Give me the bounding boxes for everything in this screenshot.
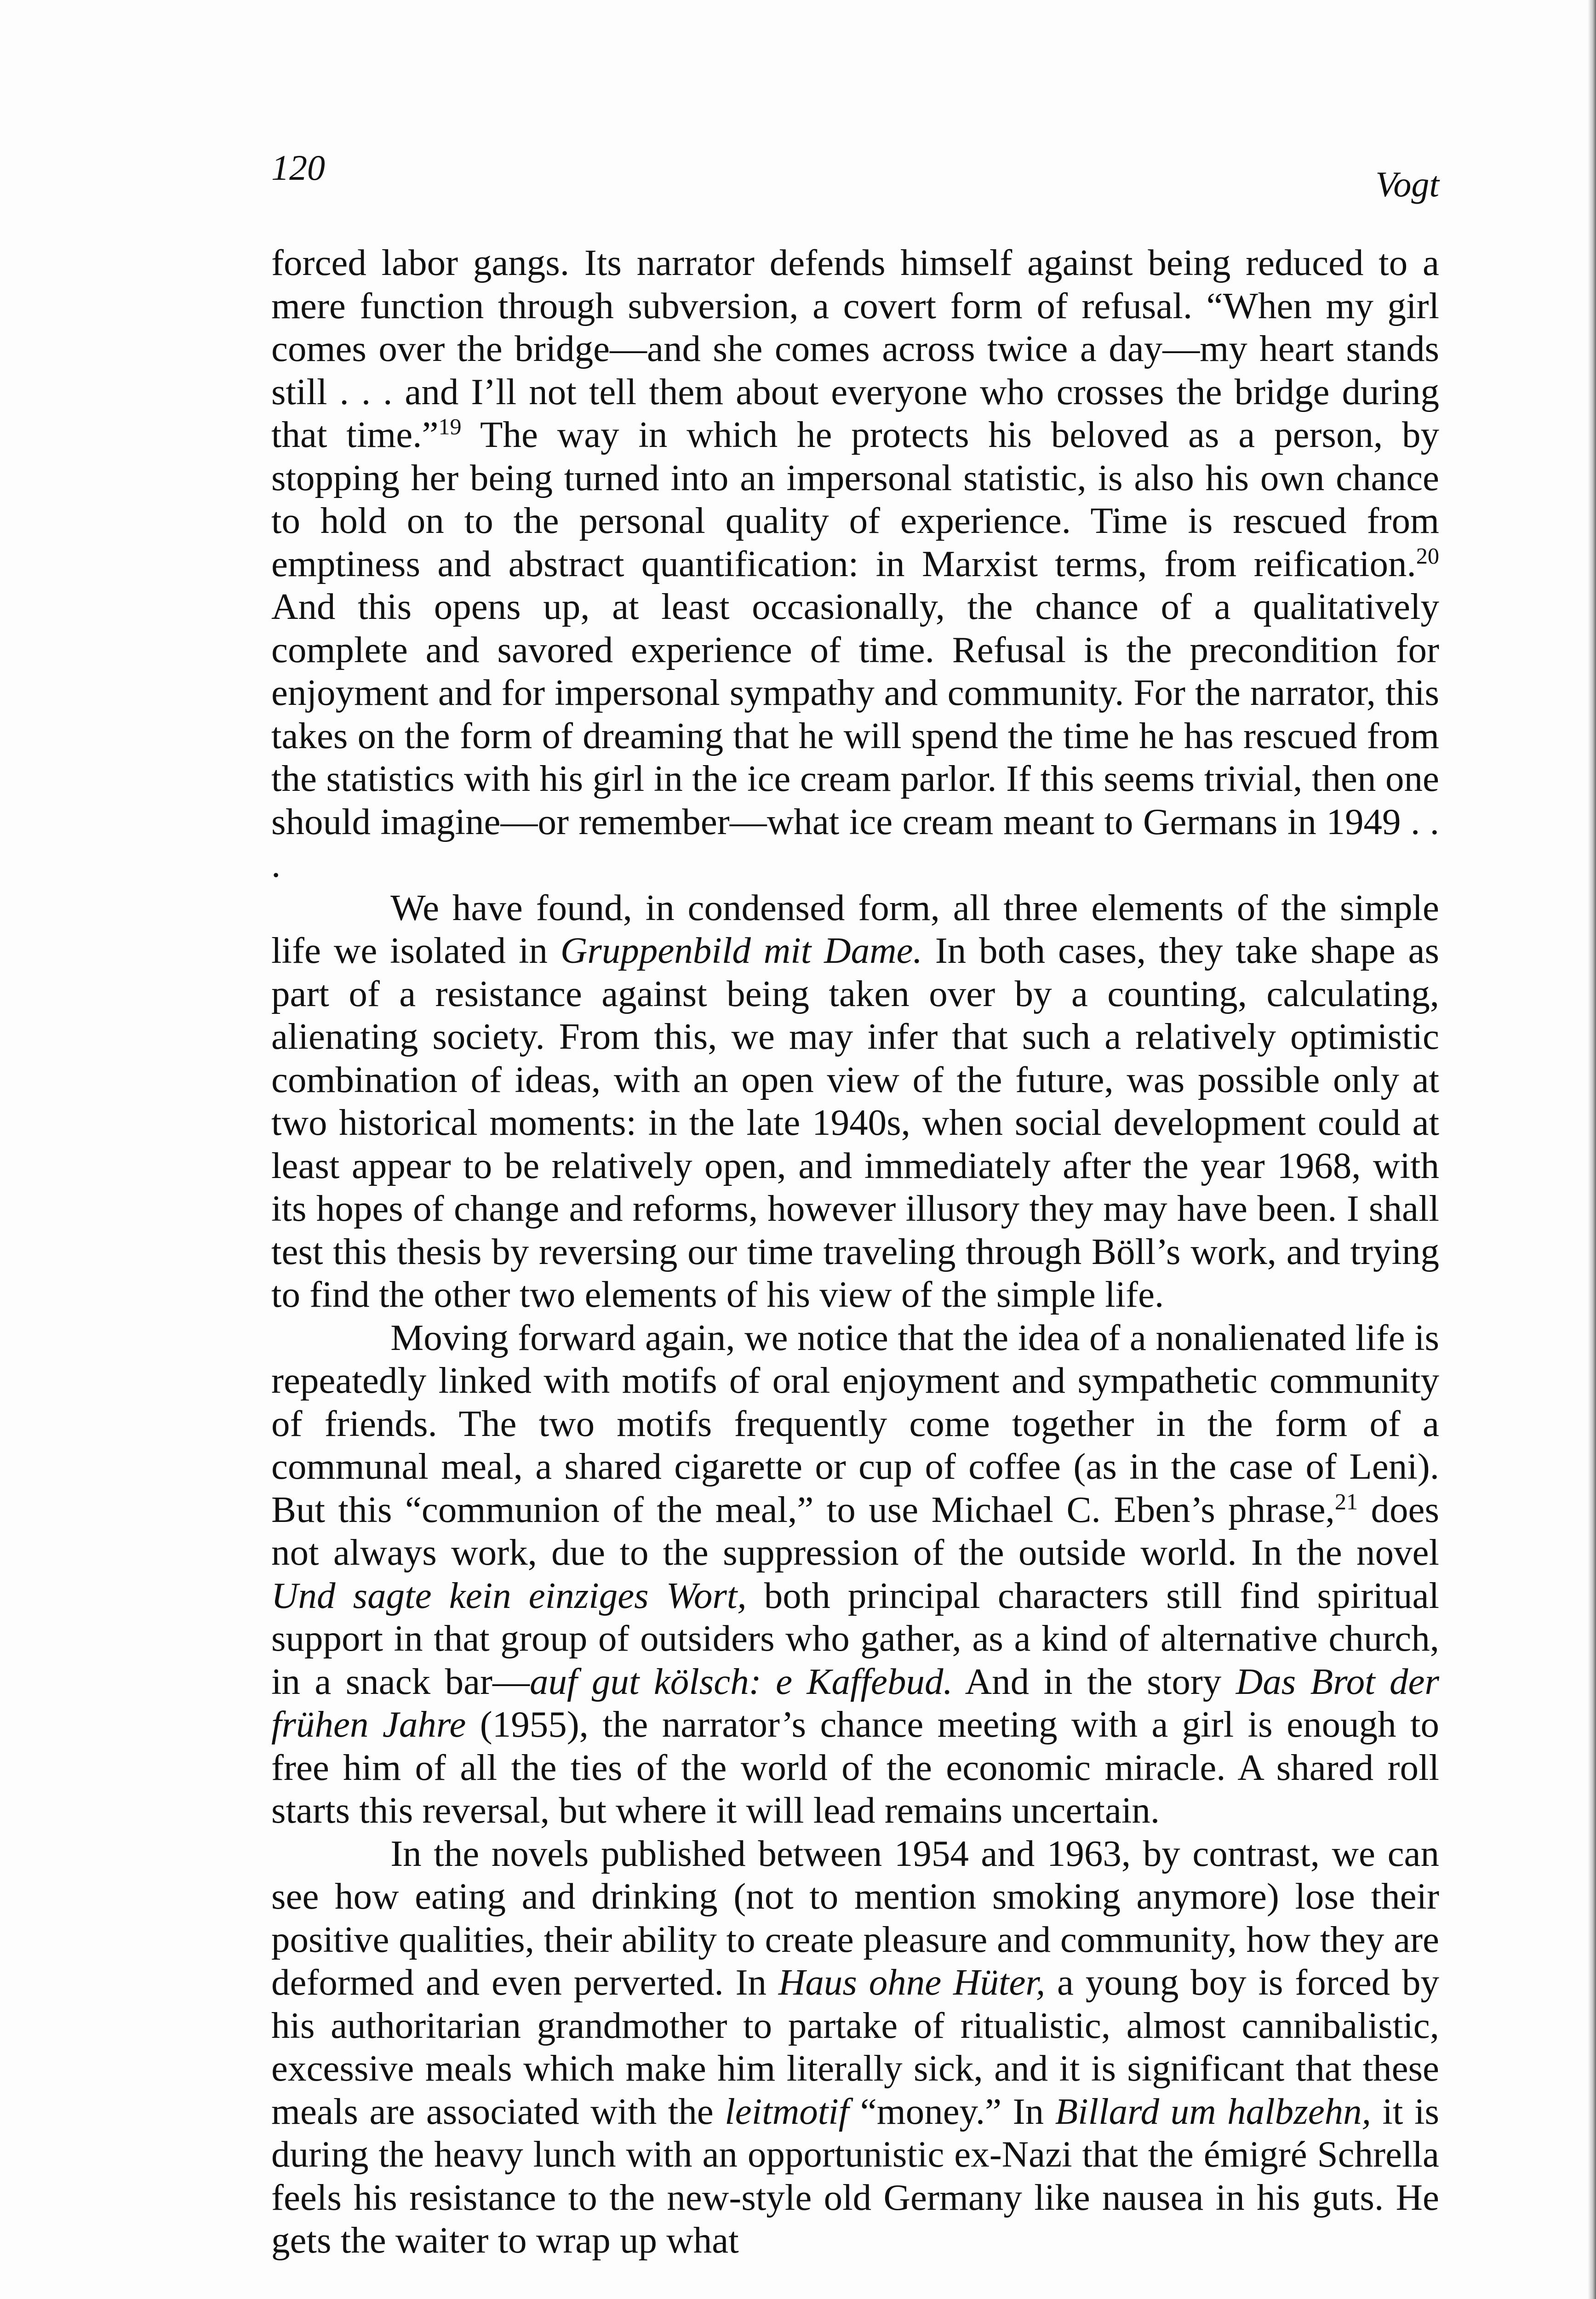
text-run: (1955), the narrator’s chance meeting with a girl is enough to free him of all the ties of the world of the economic miracle. A shared roll starts this reversal, but where it will lead remains uncertain.	[271, 1704, 1439, 1831]
italic-title: Das Brot der frühen Jahre	[271, 1660, 1439, 1745]
italic-title: auf gut kölsch: e Kaffebud.	[530, 1660, 953, 1702]
text-run: both principal characters still find spiritual support in that group of outsiders who gather, as a kind of alternative church, in a snack bar—	[271, 1574, 1440, 1702]
text-run: We have found, in condensed form, all three elements of the simple life we isolated in	[271, 886, 1439, 971]
paragraph	[271, 241, 1439, 886]
running-head: Vogt	[1375, 164, 1439, 204]
italic-title: leitmotif	[725, 2090, 849, 2132]
text-run: Moving forward again, we notice that the idea of a nonalienated life is repeatedly linked with motifs of oral enjoyment and sympathetic community of friends. The two motifs frequently come together in the form of a communal meal, a shared cigarette or cup of coffee (as in the case of Leni). But this “communion of the meal,” to use Michael C. Eben’s phrase,	[271, 1316, 1439, 1530]
italic-title: Billard um halbzehn,	[1055, 2090, 1371, 2132]
text-run: The way in which he protects his beloved as a person, by stopping her being turned into an impersonal statistic, is also his own chance to hold on to the personal quality of experience. Time is rescued from emptiness and abstract quantification: in Marxist terms, from reification.	[271, 414, 1439, 584]
footnote-reference: 21	[1334, 1488, 1358, 1514]
text-run: forced labor gangs. Its narrator defends himself against being reduced to a mere function through subversion, a covert form of refusal. “When my girl comes over the bridge—and she comes across twice a day—my heart stands still . . . and I’ll not tell them about everyone who crosses the bridge during that time.”	[271, 242, 1439, 455]
footnote-reference: 20	[1416, 542, 1439, 568]
text-run: does not always work, due to the suppression of the outside world. In the novel	[271, 1488, 1439, 1573]
scan-page-edge	[1588, 0, 1596, 2299]
text-run: a young boy is forced by his authoritarian grandmother to partake of ritualistic, almost cannibalistic, excessive meals which make him literally sick, and it is significant that these meals are associated with the	[271, 1962, 1439, 2132]
paragraph	[271, 1316, 1439, 1832]
page-number: 120	[271, 148, 325, 188]
body-text	[271, 241, 1439, 2262]
text-run: And in the story	[952, 1660, 1236, 1702]
paragraph	[271, 1832, 1439, 2262]
italic-title: Haus ohne Hüter,	[778, 1962, 1046, 2003]
paragraph	[271, 886, 1439, 1316]
text-run: In the novels published between 1954 and 1963, by contrast, we can see how eating and drinking (not to mention smoking anymore) lose their positive qualities, their ability to create pleasure and community, how they are deformed and even perverted. In	[271, 1832, 1439, 2003]
text-run: “money.” In	[849, 2090, 1055, 2132]
footnote-reference: 19	[438, 413, 462, 440]
page-header	[271, 147, 1439, 212]
italic-title: Und sagte kein einziges Wort,	[271, 1574, 747, 1616]
text-run: And this opens up, at least occasionally, the chance of a qualitatively complete and savored experience of time. Refusal is the precondition for enjoyment and for impersonal sympathy and community. For the narrator, this takes on the form of dreaming that he will spend the time he has rescued from the statistics with his girl in the ice cream parlor. If this seems trivial, then one should imagine—or remember—what ice cream meant to Germans in 1949 . . .	[271, 586, 1439, 885]
italic-title: Gruppenbild mit Dame.	[560, 930, 922, 971]
text-run: it is during the heavy lunch with an opportunistic ex-Nazi that the émigré Schrella feels his resistance to the new-style old Germany like nausea in his guts. He gets the waiter to wrap up what	[271, 2090, 1439, 2261]
text-run: In both cases, they take shape as part of a resistance against being taken over by a counting, calculating, alienating society. From this, we may infer that such a relatively optimistic combination of ideas, with an open view of the future, was possible only at two historical moments: in the late 1940s, when social development could at least appear to be relatively open, and immediately after the year 1968, with its hopes of change and reforms, however illusory they may have been. I shall test this thesis by reversing our time traveling through Böll’s work, and trying to find the other two elements of his view of the simple life.	[271, 930, 1440, 1315]
